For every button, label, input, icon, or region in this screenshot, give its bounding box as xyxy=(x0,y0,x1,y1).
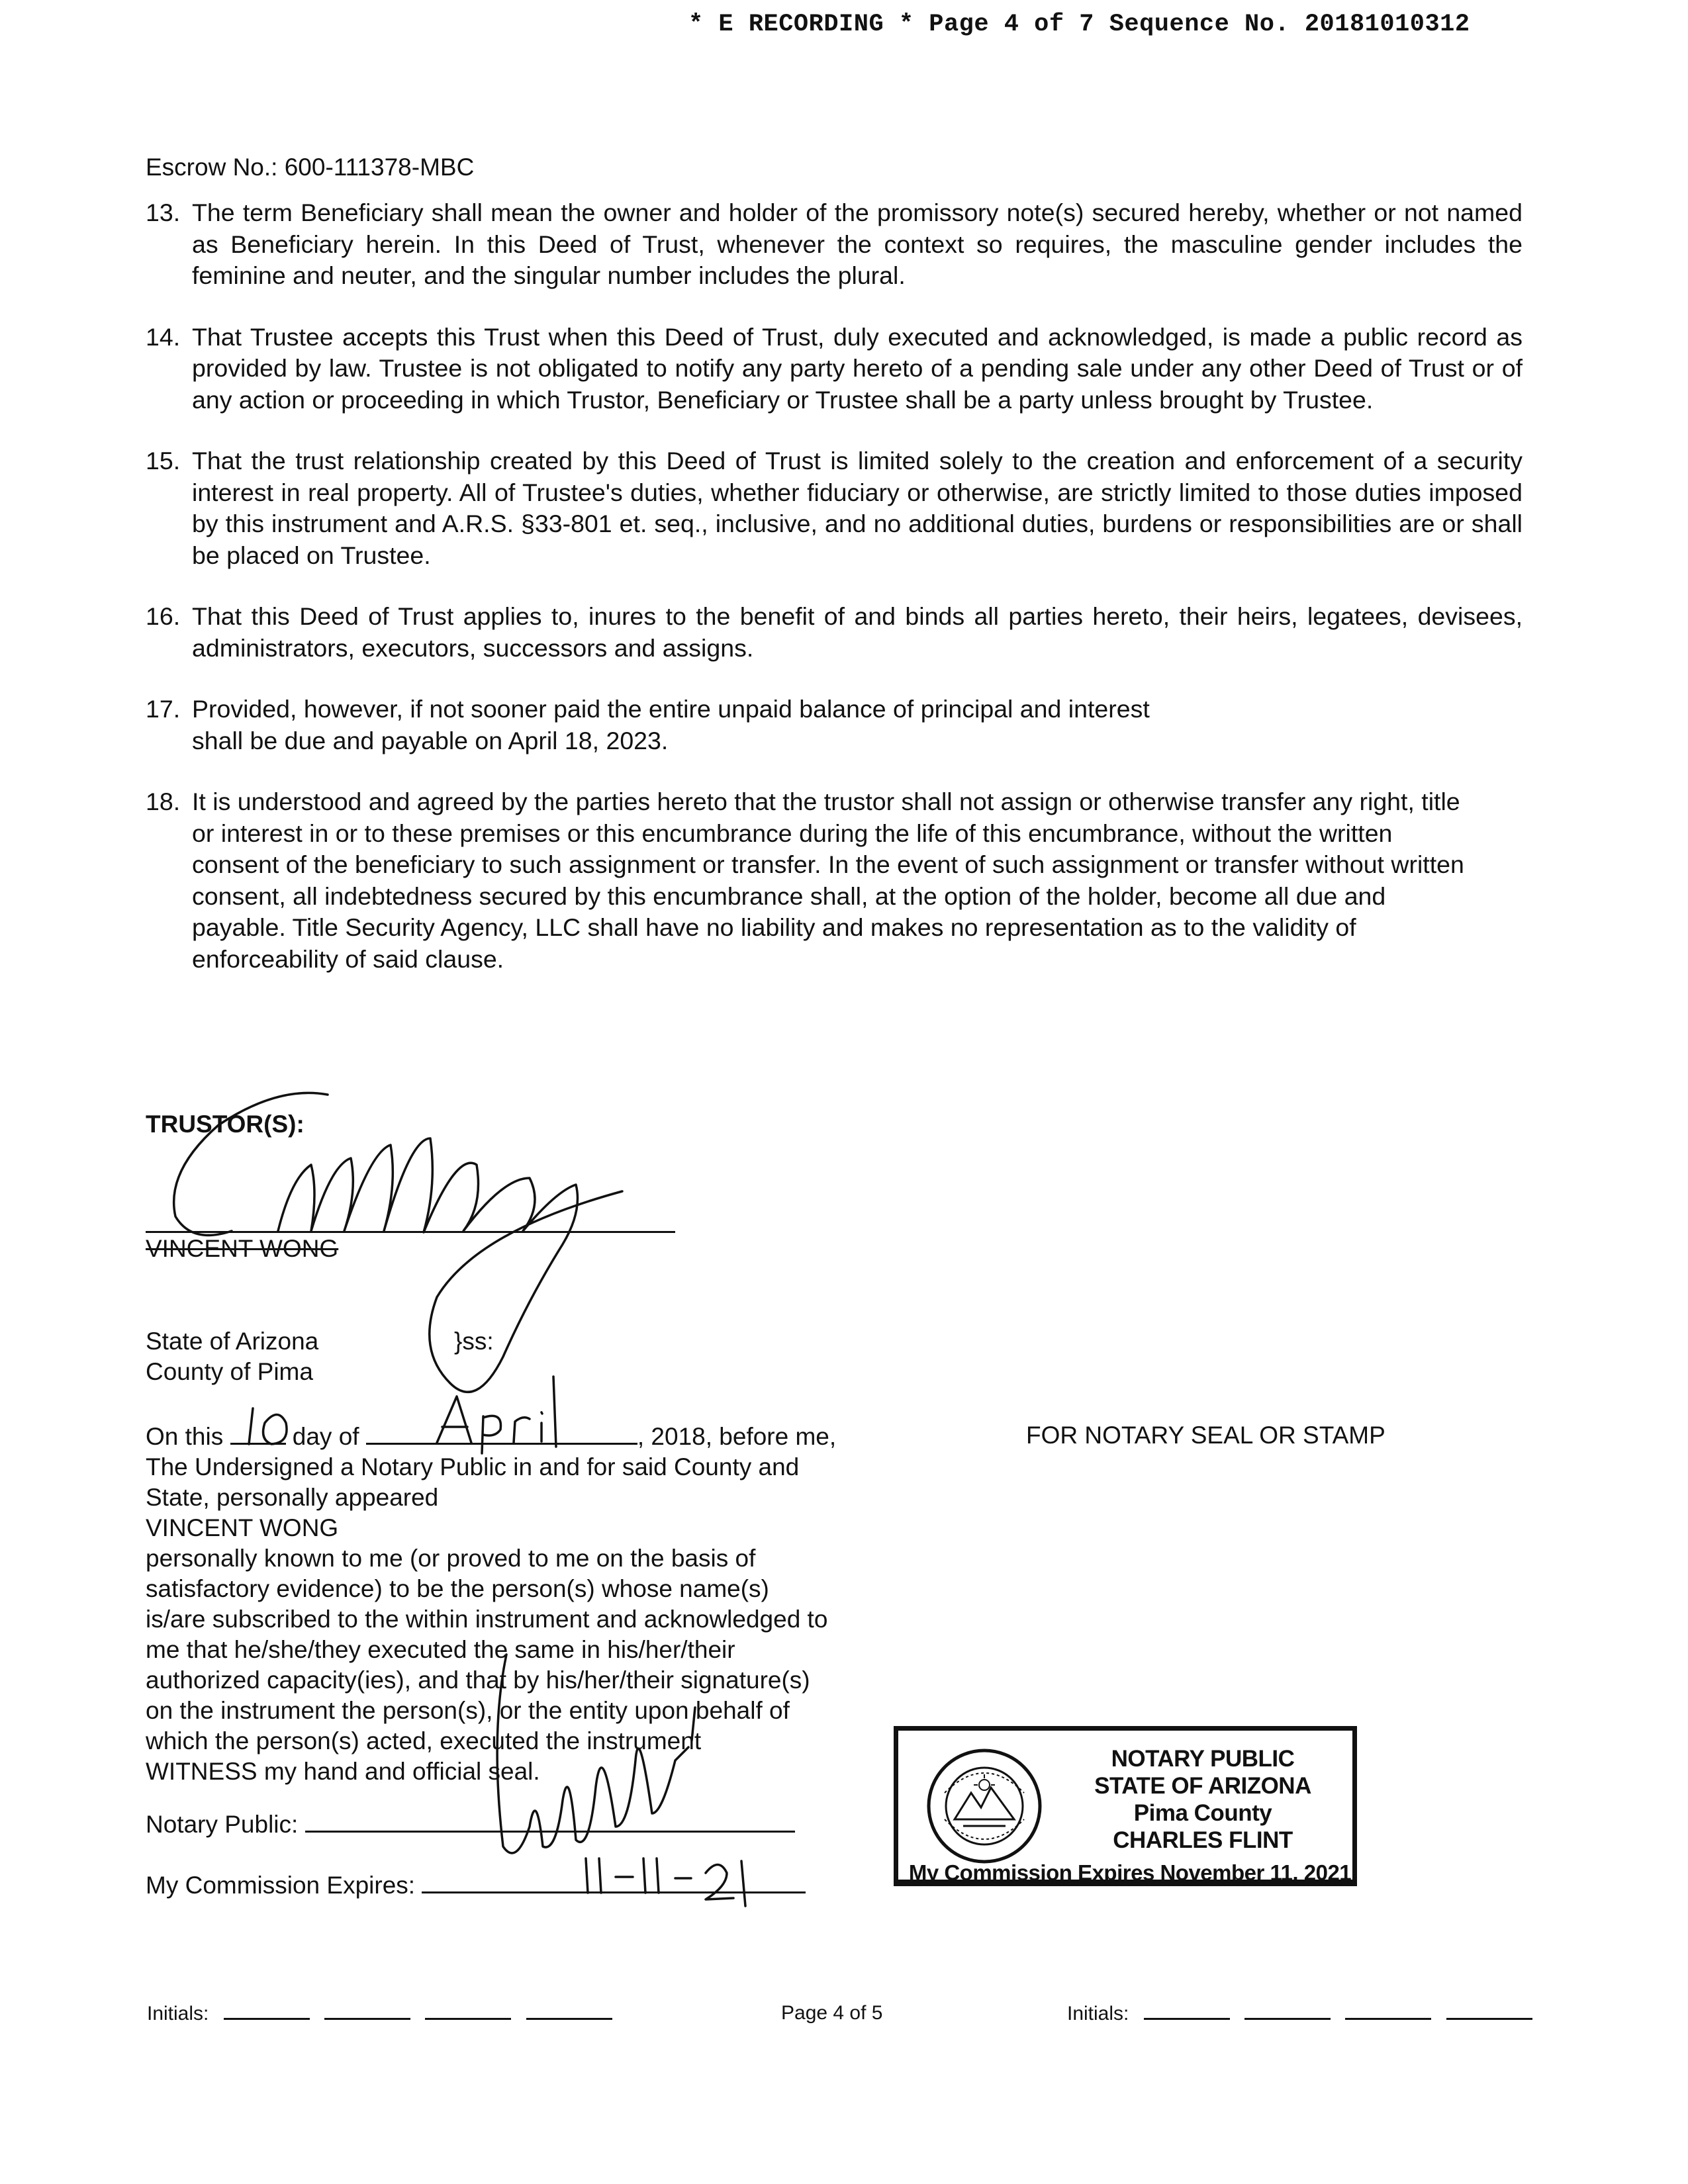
initials-right-label: Initials: xyxy=(1067,2003,1129,2025)
escrow-number xyxy=(146,154,474,181)
initials-blank xyxy=(1345,2002,1431,2020)
clause-text: The term Beneficiary shall mean the owner and holder of the promissory note(s) secured hereby, whether or not named as Beneficiary herein. In this Deed of Trust, whenever the context so requires, the masculine gender includes the feminine and neuter, and the singular number includes the plural. xyxy=(192,199,1523,289)
trustor-signature-line xyxy=(146,1231,675,1233)
ack-body-line: me that he/she/they executed the same in his/her/their xyxy=(146,1636,735,1663)
year-text: , 2018, before me, xyxy=(637,1423,837,1450)
acknowledgment-block xyxy=(146,1422,836,1787)
initials-blank xyxy=(1244,2002,1331,2020)
escrow-label: Escrow No.: xyxy=(146,154,278,181)
clause-number: 14. xyxy=(146,322,181,351)
ack-body-line: WITNESS my hand and official seal. xyxy=(146,1758,540,1785)
ack-body-line: is/are subscribed to the within instrument and acknowledged to xyxy=(146,1606,828,1633)
page-number: Page 4 of 5 xyxy=(781,2002,883,2024)
ack-body-line: satisfactory evidence) to be the person(s) whose name(s) xyxy=(146,1575,769,1602)
venue-state: State of Arizona xyxy=(146,1328,319,1355)
clause-text: It is understood and agreed by the parties hereto that the trustor shall not assign or otherwise transfer any right, title or interest in or to these premises or this encumbrance during the life of this encumbrance, without the written consent of the beneficiary to such assignment or transfer. In the event of such assignment or transfer without written consent, all indebtedness secured by this encumbrance shall, at the option of the holder, become all due and payable. Title Security Agency, LLC shall have no liability and makes no representation as to the validity of enforceability of said clause. xyxy=(192,788,1464,973)
appeared-name: VINCENT WONG xyxy=(146,1514,339,1541)
initials-blank xyxy=(425,2002,511,2020)
notary-public-line xyxy=(146,1809,795,1840)
escrow-value: 600-111378-MBC xyxy=(284,154,475,181)
on-this-text: On this xyxy=(146,1423,224,1450)
initials-left-label: Initials: xyxy=(147,2003,209,2025)
day-blank xyxy=(230,1423,286,1445)
month-blank xyxy=(366,1423,637,1445)
notary-stamp xyxy=(894,1726,1357,1886)
clause-number: 15. xyxy=(146,447,181,475)
notary-signature-blank xyxy=(305,1811,795,1833)
recording-stamp-header: * E RECORDING * Page 4 of 7 Sequence No. 20181010312 xyxy=(688,11,1470,38)
initials-blank xyxy=(1144,2002,1230,2020)
footer-initials-left xyxy=(147,2002,612,2025)
ack-body-line: on the instrument the person(s), or the entity upon behalf of xyxy=(146,1697,790,1724)
ack-line-2: The Undersigned a Notary Public in and for said County and xyxy=(146,1453,800,1480)
ack-date-line xyxy=(146,1422,836,1452)
notary-public-label: Notary Public: xyxy=(146,1811,299,1838)
initials-blank xyxy=(526,2002,612,2020)
clause-number: 18. xyxy=(146,788,181,815)
commission-blank xyxy=(422,1872,806,1893)
clause-14 xyxy=(146,322,1523,416)
ack-body-line: personally known to me (or proved to me on the basis of xyxy=(146,1545,756,1572)
footer-initials-right xyxy=(1067,2002,1532,2025)
stamp-line-3: Pima County xyxy=(1133,1800,1272,1826)
venue-block xyxy=(146,1326,318,1387)
venue-county: County of Pima xyxy=(146,1358,313,1385)
ack-body-line: authorized capacity(ies), and that by his/her/their signature(s) xyxy=(146,1666,810,1694)
clause-text: That this Deed of Trust applies to, inures to the benefit of and binds all parties hereto, their heirs, legatees, devisees, administrators, executors, successors and assigns. xyxy=(192,602,1523,662)
clause-number: 17. xyxy=(146,695,181,723)
trustor-label: TRUSTOR(S): xyxy=(146,1111,305,1138)
commission-label: My Commission Expires: xyxy=(146,1872,416,1899)
initials-blank xyxy=(1446,2002,1532,2020)
clause-text: That the trust relationship created by this Deed of Trust is limited solely to the creation and enforcement of a security interest in real property. All of Trustee's duties, whether fiduciary or otherwise, are strictly limited to those duties imposed by this instrument and A.R.S. §33-801 et. seq., inclusive, and no additional duties, burdens or responsibilities are or shall be placed on Trustee. xyxy=(192,447,1523,569)
commission-line xyxy=(146,1870,806,1901)
clause-text: Provided, however, if not sooner paid the entire unpaid balance of principal and interest shall be due and payable on April 18, 2023. xyxy=(192,695,1150,754)
clause-13 xyxy=(146,197,1523,292)
clause-18 xyxy=(146,786,1523,975)
arizona-state-seal-icon xyxy=(925,1747,1044,1866)
initials-blank xyxy=(224,2002,310,2020)
clause-number: 13. xyxy=(146,199,181,226)
notary-seal-placeholder: FOR NOTARY SEAL OR STAMP xyxy=(1026,1422,1385,1449)
ack-body-line: which the person(s) acted, executed the instrument xyxy=(146,1727,702,1754)
clause-17 xyxy=(146,694,1523,756)
clause-text: That Trustee accepts this Trust when this Deed of Trust, duly executed and acknowledged, is made a public record as provided by law. Trustee is not obligated to notify any party hereto of a pending sale under any other Deed of Trust or of any action or proceeding in which Trustor, Beneficiary or Trustee shall be a party unless brought by Trustee. xyxy=(192,322,1523,414)
stamp-line-2: STATE OF ARIZONA xyxy=(1094,1773,1311,1799)
deed-clauses xyxy=(146,197,1523,1005)
ack-line-3: State, personally appeared xyxy=(146,1484,439,1511)
stamp-line-1: NOTARY PUBLIC xyxy=(1111,1746,1295,1772)
stamp-text xyxy=(1064,1745,1342,1854)
clause-15 xyxy=(146,445,1523,571)
initials-blank xyxy=(324,2002,410,2020)
stamp-notary-name: CHARLES FLINT xyxy=(1113,1827,1293,1853)
ss-marker: }ss: xyxy=(454,1328,494,1355)
clause-number: 16. xyxy=(146,602,181,630)
stamp-commission-expires: My Commission Expires November 11, 2021 xyxy=(908,1860,1352,1885)
day-of-text: day of xyxy=(292,1423,359,1450)
clause-16 xyxy=(146,601,1523,664)
trustor-name: VINCENT WONG xyxy=(146,1235,339,1262)
